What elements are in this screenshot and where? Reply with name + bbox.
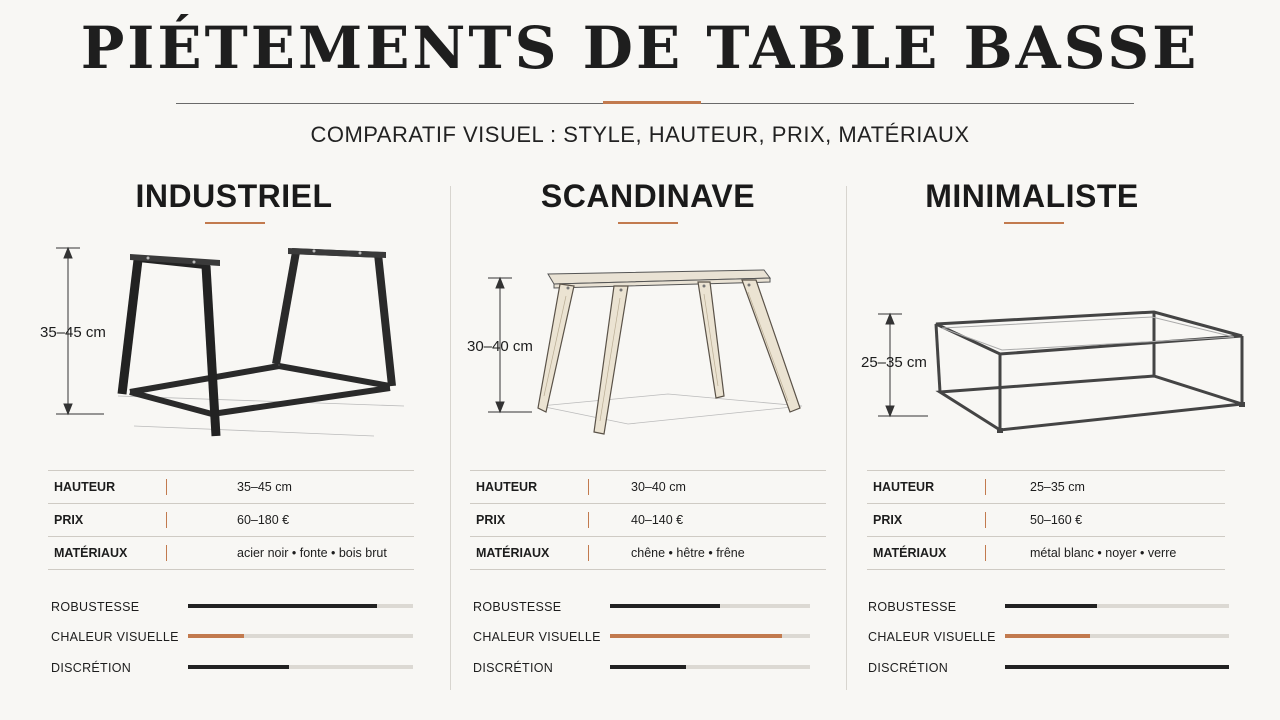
rating-fill: [610, 604, 720, 608]
spec-value: 60–180 €: [167, 504, 414, 537]
spec-key: PRIX: [470, 504, 588, 537]
spec-key: HAUTEUR: [48, 471, 166, 504]
table-row: [867, 471, 1225, 504]
spec-key: MATÉRIAUX: [470, 537, 588, 570]
spec-table: [470, 470, 826, 570]
rating-label: DISCRÉTION: [473, 661, 554, 675]
minimalist-leg-drawing: [848, 236, 1248, 450]
dimension-label: 30–40 cm: [467, 338, 533, 355]
spec-key: PRIX: [867, 504, 985, 537]
rating-fill: [610, 634, 782, 638]
column-title: MINIMALISTE: [925, 178, 1139, 214]
column-industriel: [34, 0, 434, 720]
rating-bar: [610, 604, 810, 608]
column-accent-line: [1004, 222, 1064, 224]
table-row: [48, 537, 414, 570]
spec-value: 30–40 cm: [589, 471, 826, 504]
column-scandinave: [448, 0, 848, 720]
spec-value: acier noir • fonte • bois brut: [167, 537, 414, 570]
rating-label: CHALEUR VISUELLE: [473, 630, 601, 644]
rating-bar: [1005, 634, 1229, 638]
rating-label: DISCRÉTION: [868, 661, 949, 675]
spec-table: [867, 470, 1225, 570]
column-title: SCANDINAVE: [540, 178, 756, 214]
rating-label: ROBUSTESSE: [51, 600, 140, 614]
spec-table: [48, 470, 414, 570]
page-subtitle: COMPARATIF VISUEL : STYLE, HAUTEUR, PRIX, MATÉRIAUX: [310, 122, 970, 147]
table-row: [470, 471, 826, 504]
table-row: [48, 504, 414, 537]
page-title: PIÉTEMENTS DE TABLE BASSE: [80, 14, 1200, 82]
rating-bar: [188, 665, 413, 669]
spec-key: MATÉRIAUX: [48, 537, 166, 570]
table-row: [470, 504, 826, 537]
table-row: [867, 504, 1225, 537]
spec-value: 25–35 cm: [986, 471, 1225, 504]
column-accent-line: [205, 222, 265, 224]
rating-label: ROBUSTESSE: [473, 600, 562, 614]
spec-value: chêne • hêtre • frêne: [589, 537, 826, 570]
spec-value: 50–160 €: [986, 504, 1225, 537]
rating-fill: [1005, 604, 1097, 608]
rating-bar: [610, 665, 810, 669]
rating-label: CHALEUR VISUELLE: [51, 630, 179, 644]
column-minimaliste: [848, 0, 1248, 720]
rating-fill: [1005, 634, 1090, 638]
rating-label: DISCRÉTION: [51, 661, 132, 675]
rating-fill: [1005, 665, 1229, 669]
rating-label: CHALEUR VISUELLE: [868, 630, 996, 644]
rating-bar: [610, 634, 810, 638]
rating-bar: [1005, 665, 1229, 669]
rating-fill: [188, 634, 244, 638]
rating-fill: [188, 665, 289, 669]
column-accent-line: [618, 222, 678, 224]
table-row: [867, 537, 1225, 570]
spec-value: 40–140 €: [589, 504, 826, 537]
industrial-leg-drawing: [34, 236, 434, 450]
table-row: [48, 471, 414, 504]
rating-bar: [188, 634, 413, 638]
spec-key: HAUTEUR: [867, 471, 985, 504]
dimension-label: 35–45 cm: [40, 324, 106, 341]
spec-key: PRIX: [48, 504, 166, 537]
column-title: INDUSTRIEL: [135, 178, 333, 214]
rating-label: ROBUSTESSE: [868, 600, 957, 614]
rating-bar: [1005, 604, 1229, 608]
table-row: [470, 537, 826, 570]
rating-fill: [610, 665, 686, 669]
spec-key: MATÉRIAUX: [867, 537, 985, 570]
dimension-label: 25–35 cm: [861, 354, 927, 371]
rating-fill: [188, 604, 377, 608]
rating-bar: [188, 604, 413, 608]
spec-value: métal blanc • noyer • verre: [986, 537, 1225, 570]
spec-value: 35–45 cm: [167, 471, 414, 504]
spec-key: HAUTEUR: [470, 471, 588, 504]
